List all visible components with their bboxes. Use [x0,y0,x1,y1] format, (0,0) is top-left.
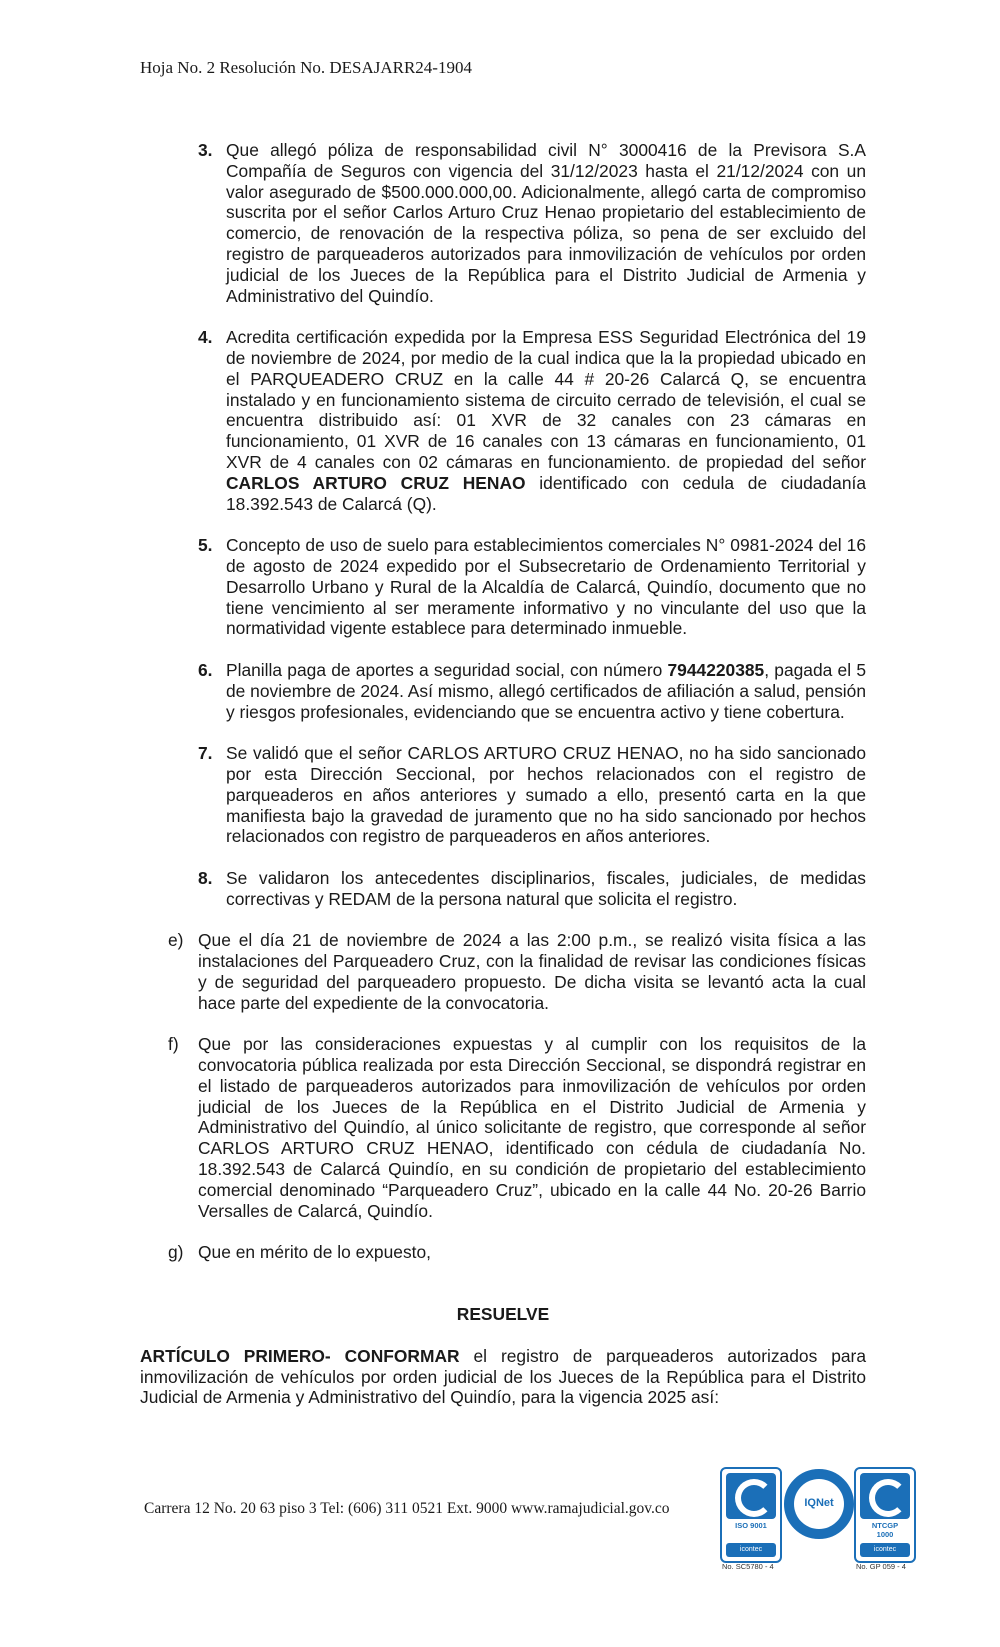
articulo-title: ARTÍCULO PRIMERO- CONFORMAR [140,1345,460,1366]
item-letter: f) [168,1034,179,1055]
iqnet-label: IQNet [804,1497,834,1509]
item-number: 7. [198,743,213,764]
list-item-8 [198,868,866,910]
item-text: Se validó que el señor CARLOS ARTURO CRUZ HENAO, no ha sido sancionado por esta Dirección Seccional, por hechos relacionados con el registro de parqueaderos en años anteriores y sumado a ello, presentó carta en la que manifiesta bajo la gravedad de juramento que no ha sido sancionado por hechos relacionados con registro de parqueaderos en años anteriores. [226,743,866,847]
list-item-5 [198,535,866,639]
icontec-band: icontec [726,1543,776,1557]
list-item-4 [198,327,866,514]
list-item-6 [198,660,866,722]
list-item-e [168,930,866,1013]
item-text: Que por las consideraciones expuestas y al cumplir con los requisitos de la convocatoria pública realizada por esta Dirección Seccional, se dispondrá registrar en el listado de parqueaderos autorizados para inmovilización de vehículos por orden judicial de los Jueces de la República en el Distrito Judicial de Armenia y Administrativo del Quindío, al único solicitante de registro, que corresponde al señor CARLOS ARTURO CRUZ HENAO, identificado con cédula de ciudadanía No. 18.392.543 de Calarcá Quindío, en su condición de propietario del establecimiento comercial denominado “Parqueadero Cruz”, ubicado en la calle 44 No. 20-26 Barrio Versalles de Calarcá, Quindío. [198,1034,866,1221]
item-number: 8. [198,867,213,888]
item-number: 3. [198,140,213,160]
iso-label: ISO 9001 [735,1521,767,1530]
planilla-number: 7944220385 [667,659,765,680]
ntcgp-label-line1: NTCGP [871,1521,899,1530]
ntcgp-label-line2: 1000 [876,1530,894,1539]
list-item-f [168,1034,866,1221]
icontec-c-icon [726,1473,776,1519]
item-text: Que en mérito de lo expuesto, [198,1242,431,1263]
item-text: Que allegó póliza de responsabilidad civil N° 3000416 de la Previsora S.A Compañía de Seguros con vigencia del 31/12/2023 hasta el 21/12/2024 con un valor asegurado de $500.000.000,00. Adicionalmente, allegó carta de compromiso suscrita por el señor Carlos Arturo Cruz Henao propietario del establecimiento de comercio, de renovación de la respectiva póliza, so pena de ser excluido del registro de parqueaderos autorizados para inmovilización de vehículos por orden judicial de los Jueces de la República para el Distrito Judicial de Armenia y Administrativo del Quindío. [226,140,866,306]
certification-logos [720,1467,920,1579]
ntcgp-label [856,1521,914,1539]
item-text: Se validaron los antecedentes disciplinarios, fiscales, judiciales, de medidas correctivas y REDAM de la persona natural que solicita el registro. [226,867,866,909]
icontec-c-icon [860,1473,910,1519]
articulo-text: el registro de parqueaderos autorizados para inmovilización de vehículos por orden judicial de los Jueces de la República para el Distrito Judicial de Armenia y Administrativo del Quindío, para la vigencia 2025 así: [140,1345,866,1408]
item-text [226,660,866,722]
iqnet-logo [784,1469,854,1539]
item-text: Concepto de uso de suelo para establecimientos comerciales N° 0981-2024 del 16 de agosto de 2024 expedido por el Subsecretario de Ordenamiento Territorial y Desarrollo Urbano y Rural de la Alcaldía de Calarcá, Quindío, documento que no tiene vencimiento al ser meramente informativo y no vinculante del uso que la normatividad vigente establece para determinado inmueble. [226,535,866,639]
icontec-band: icontec [860,1543,910,1557]
list-item-g [168,1242,866,1263]
ntcgp-caption: No. GP 059 - 4 [856,1562,906,1571]
item-number: 6. [198,659,213,680]
footer-address: Carrera 12 No. 20 63 piso 3 Tel: (606) 311 0521 Ext. 9000 www.ramajudicial.gov.co [144,1500,670,1517]
item-text-part: identificado con cedula de ciudadanía 18.392.543 de Calarcá (Q). [226,472,866,514]
item-letter: g) [168,1242,184,1263]
item-text [226,327,866,514]
item-text-part: , pagada el 5 de noviembre de 2024. Así mismo, allegó certificados de afiliación a salud, pensión y riesgos profesionales, evidenciando que se encuentra activo y tiene cobertura. [226,659,866,722]
iso-caption: No. SC5780 - 4 [722,1562,774,1571]
owner-name: CARLOS ARTURO CRUZ HENAO [226,472,526,493]
page-header: Hoja No. 2 Resolución No. DESAJARR24-1904 [140,58,472,77]
item-letter: e) [168,930,184,951]
item-number: 4. [198,327,213,348]
articulo-primero [140,1346,866,1408]
list-item-3 [198,140,866,306]
document-body [140,140,866,1408]
item-text-part: Planilla paga de aportes a seguridad social, con número [226,659,668,680]
item-text: Que el día 21 de noviembre de 2024 a las 2:00 p.m., se realizó visita física a las instalaciones del Parqueadero Cruz, con la finalidad de revisar las condiciones físicas y de seguridad del parqueadero propuesto. De dicha visita se levantó acta la cual hace parte del expediente de la convocatoria. [198,930,866,1013]
item-text-part: Acredita certificación expedida por la Empresa ESS Seguridad Electrónica del 19 de noviembre de 2024, por medio de la cual indica que la la propiedad ubicado en el PARQUEADERO CRUZ en la calle 44 # 20-26 Calarcá Q, se encuentra instalado y en funcionamiento sistema de circuito cerrado de televisión, el cual se encuentra distribuido así: 01 XVR de 32 canales con 23 cámaras en funcionamiento, 01 XVR de 16 canales con 13 cámaras en funcionamiento, 01 XVR de 4 canales con 02 cámaras en funcionamiento. de propiedad del señor [226,327,866,472]
item-number: 5. [198,535,213,556]
ntcgp-1000-logo [854,1467,916,1563]
iso-9001-logo [720,1467,782,1563]
list-item-7 [198,743,866,847]
resuelve-heading: RESUELVE [456,1304,550,1325]
